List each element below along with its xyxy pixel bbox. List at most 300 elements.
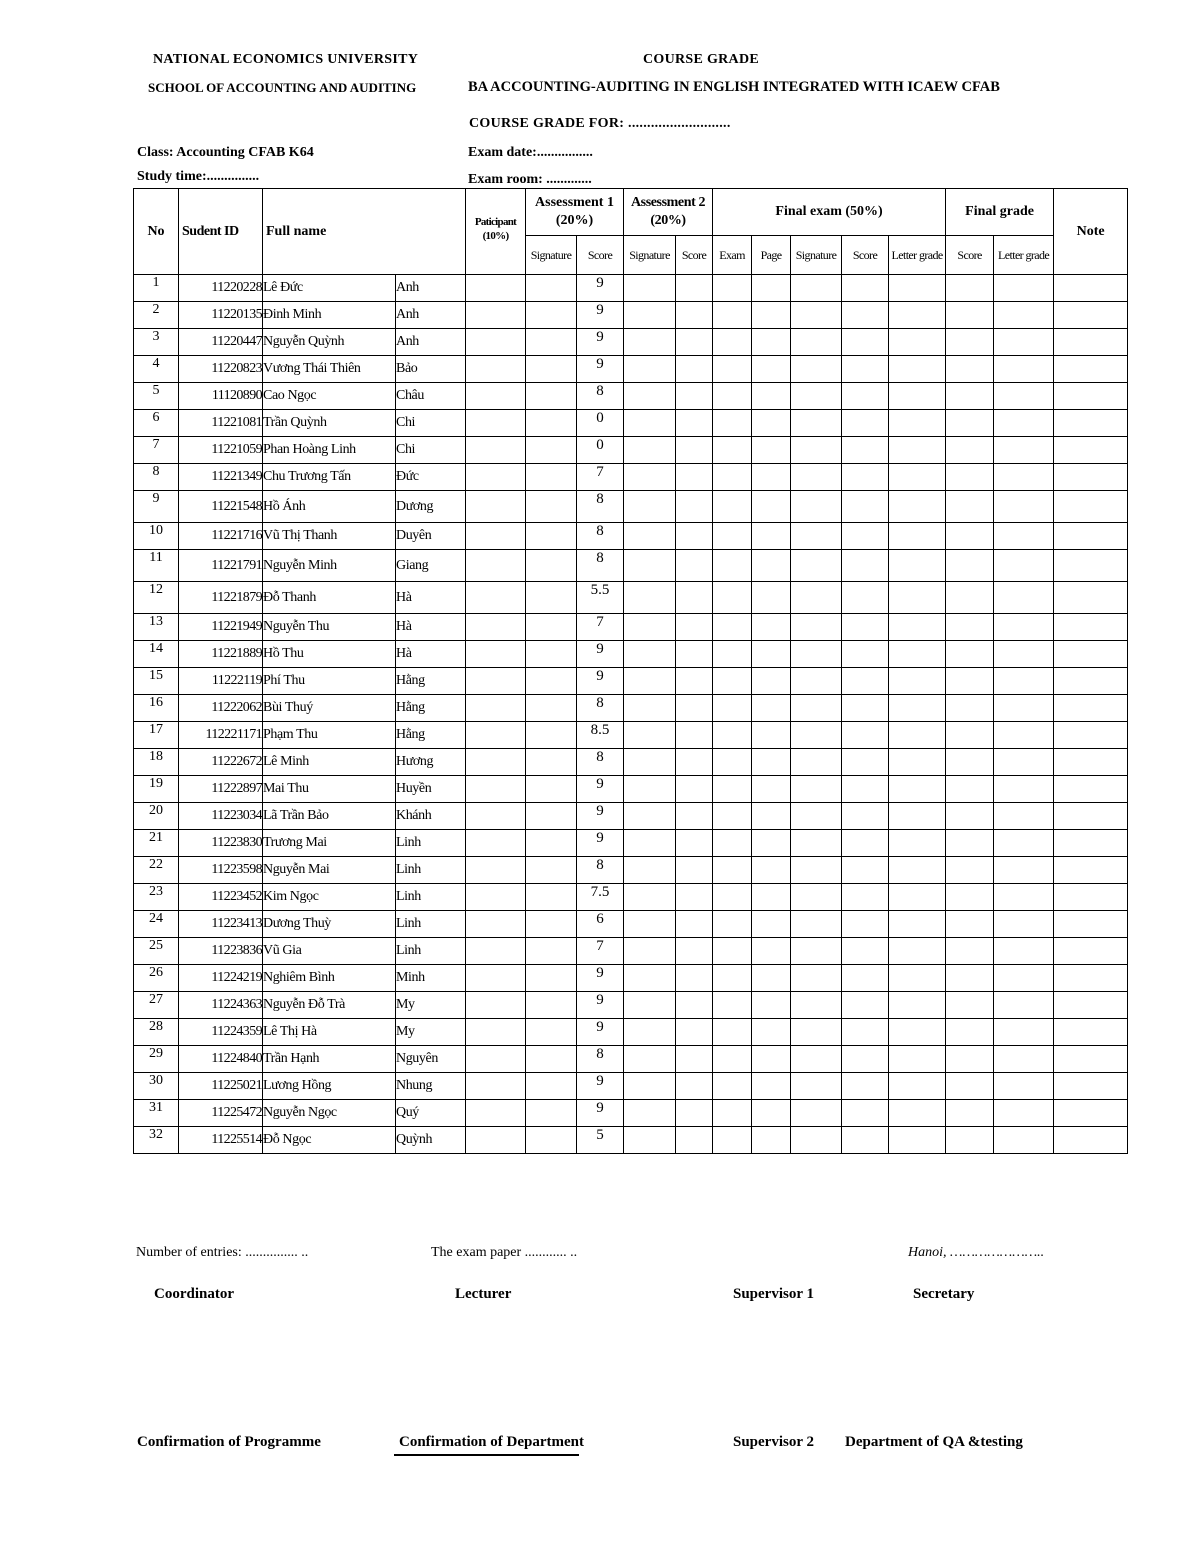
row-a2-signature <box>624 614 676 641</box>
row-a1-score: 9 <box>577 302 624 329</box>
row-given-name: Hương <box>396 749 466 776</box>
header-full-name: Full name <box>263 189 466 275</box>
header-final-exam: Final exam (50%) <box>713 189 946 236</box>
row-note <box>1054 1073 1128 1100</box>
row-grade-score <box>946 582 994 614</box>
row-family-name: Trương Mai <box>263 830 396 857</box>
header-student-id: Sudent ID <box>179 189 263 275</box>
row-final-signature <box>791 614 842 641</box>
row-student-id: 11224219 <box>179 965 263 992</box>
row-a2-signature <box>624 668 676 695</box>
row-final-exam <box>713 302 752 329</box>
row-final-score <box>842 749 889 776</box>
header-assessment2: Assessment 2 (20%) <box>624 189 713 236</box>
row-grade-letter <box>994 410 1054 437</box>
row-grade-letter <box>994 491 1054 523</box>
row-no: 22 <box>134 857 179 884</box>
row-final-page <box>752 749 791 776</box>
department-underline <box>394 1454 579 1456</box>
row-grade-letter <box>994 302 1054 329</box>
row-participant <box>466 437 526 464</box>
row-final-exam <box>713 857 752 884</box>
table-row <box>134 803 1128 830</box>
row-note <box>1054 614 1128 641</box>
row-note <box>1054 550 1128 582</box>
row-grade-letter <box>994 464 1054 491</box>
header-participant: Paticipant (10%) <box>466 189 526 275</box>
row-final-page <box>752 911 791 938</box>
number-of-entries: Number of entries: ............... .. <box>136 1245 309 1260</box>
row-grade-letter <box>994 1073 1054 1100</box>
supervisor2-label: Supervisor 2 <box>733 1434 814 1450</box>
row-note <box>1054 1046 1128 1073</box>
row-final-exam <box>713 523 752 550</box>
row-given-name: Chi <box>396 437 466 464</box>
row-note <box>1054 437 1128 464</box>
row-given-name: Hà <box>396 641 466 668</box>
row-final-exam <box>713 410 752 437</box>
row-a1-score: 7.5 <box>577 884 624 911</box>
row-a2-signature <box>624 992 676 1019</box>
row-note <box>1054 857 1128 884</box>
row-a2-signature <box>624 1073 676 1100</box>
row-a2-score <box>676 911 713 938</box>
row-student-id: 11221059 <box>179 437 263 464</box>
row-student-id: 11220823 <box>179 356 263 383</box>
table-row <box>134 329 1128 356</box>
row-participant <box>466 491 526 523</box>
row-family-name: Phan Hoàng Linh <box>263 437 396 464</box>
row-grade-score <box>946 992 994 1019</box>
row-final-letter <box>889 722 946 749</box>
row-a2-score <box>676 550 713 582</box>
row-family-name: Cao Ngọc <box>263 383 396 410</box>
row-a1-score: 9 <box>577 329 624 356</box>
row-final-page <box>752 437 791 464</box>
row-a2-signature <box>624 749 676 776</box>
row-final-page <box>752 275 791 302</box>
row-grade-letter <box>994 1046 1054 1073</box>
row-final-signature <box>791 695 842 722</box>
row-student-id: 11225472 <box>179 1100 263 1127</box>
row-family-name: Trần Quỳnh <box>263 410 396 437</box>
row-note <box>1054 383 1128 410</box>
row-family-name: Phạm Thu <box>263 722 396 749</box>
row-no: 15 <box>134 668 179 695</box>
exam-paper-count: The exam paper ............ .. <box>431 1245 578 1260</box>
row-grade-letter <box>994 329 1054 356</box>
row-no: 26 <box>134 965 179 992</box>
row-grade-score <box>946 491 994 523</box>
row-given-name: My <box>396 992 466 1019</box>
row-family-name: Bùi Thuý <box>263 695 396 722</box>
row-final-score <box>842 722 889 749</box>
row-final-page <box>752 614 791 641</box>
row-participant <box>466 641 526 668</box>
row-grade-score <box>946 830 994 857</box>
row-final-page <box>752 329 791 356</box>
row-grade-letter <box>994 356 1054 383</box>
row-no: 30 <box>134 1073 179 1100</box>
row-final-score <box>842 911 889 938</box>
row-a1-score: 0 <box>577 437 624 464</box>
row-grade-score <box>946 329 994 356</box>
row-final-score <box>842 275 889 302</box>
row-a2-signature <box>624 410 676 437</box>
row-given-name: Minh <box>396 965 466 992</box>
row-grade-score <box>946 911 994 938</box>
row-grade-score <box>946 1019 994 1046</box>
row-a2-score <box>676 491 713 523</box>
row-a1-score: 9 <box>577 992 624 1019</box>
row-a2-signature <box>624 1019 676 1046</box>
row-a1-signature <box>526 803 577 830</box>
row-family-name: Vương Thái Thiên <box>263 356 396 383</box>
row-grade-score <box>946 1073 994 1100</box>
row-no: 18 <box>134 749 179 776</box>
row-a1-score: 7 <box>577 464 624 491</box>
row-a2-signature <box>624 938 676 965</box>
row-student-id: 11223830 <box>179 830 263 857</box>
row-a1-signature <box>526 776 577 803</box>
row-final-letter <box>889 938 946 965</box>
row-final-exam <box>713 437 752 464</box>
row-final-exam <box>713 356 752 383</box>
row-final-signature <box>791 641 842 668</box>
row-given-name: Linh <box>396 884 466 911</box>
row-student-id: 11221889 <box>179 641 263 668</box>
row-participant <box>466 695 526 722</box>
row-grade-letter <box>994 722 1054 749</box>
row-final-signature <box>791 992 842 1019</box>
row-note <box>1054 911 1128 938</box>
row-a2-score <box>676 1073 713 1100</box>
row-a1-signature <box>526 410 577 437</box>
row-participant <box>466 992 526 1019</box>
table-row <box>134 523 1128 550</box>
row-a1-score: 9 <box>577 1100 624 1127</box>
row-grade-letter <box>994 383 1054 410</box>
row-final-letter <box>889 695 946 722</box>
row-given-name: Linh <box>396 857 466 884</box>
row-a2-score <box>676 410 713 437</box>
row-final-score <box>842 965 889 992</box>
exam-date: Exam date:................ <box>468 145 593 160</box>
row-final-letter <box>889 1100 946 1127</box>
row-final-signature <box>791 1127 842 1154</box>
row-student-id: 11220135 <box>179 302 263 329</box>
row-final-page <box>752 410 791 437</box>
row-a2-signature <box>624 641 676 668</box>
row-final-exam <box>713 1046 752 1073</box>
row-given-name: Đức <box>396 464 466 491</box>
row-family-name: Đỗ Thanh <box>263 582 396 614</box>
row-participant <box>466 614 526 641</box>
row-a1-signature <box>526 1127 577 1154</box>
row-note <box>1054 1127 1128 1154</box>
row-student-id: 11221548 <box>179 491 263 523</box>
row-final-signature <box>791 830 842 857</box>
row-final-exam <box>713 641 752 668</box>
row-note <box>1054 1100 1128 1127</box>
row-a1-signature <box>526 668 577 695</box>
row-given-name: Linh <box>396 938 466 965</box>
row-final-exam <box>713 965 752 992</box>
subheader-a2-score: Score <box>676 236 713 275</box>
row-participant <box>466 329 526 356</box>
row-note <box>1054 464 1128 491</box>
row-participant <box>466 776 526 803</box>
row-grade-letter <box>994 275 1054 302</box>
row-a2-score <box>676 695 713 722</box>
row-a2-signature <box>624 550 676 582</box>
row-final-exam <box>713 582 752 614</box>
row-family-name: Lê Minh <box>263 749 396 776</box>
row-final-score <box>842 992 889 1019</box>
row-family-name: Phí Thu <box>263 668 396 695</box>
row-final-exam <box>713 749 752 776</box>
row-a1-signature <box>526 722 577 749</box>
row-no: 28 <box>134 1019 179 1046</box>
row-final-page <box>752 1073 791 1100</box>
row-no: 13 <box>134 614 179 641</box>
row-grade-letter <box>994 857 1054 884</box>
row-no: 1 <box>134 275 179 302</box>
row-participant <box>466 1019 526 1046</box>
row-family-name: Hồ Thu <box>263 641 396 668</box>
row-no: 23 <box>134 884 179 911</box>
row-final-score <box>842 1046 889 1073</box>
row-final-letter <box>889 614 946 641</box>
row-no: 17 <box>134 722 179 749</box>
row-participant <box>466 523 526 550</box>
row-a1-signature <box>526 641 577 668</box>
row-final-signature <box>791 938 842 965</box>
row-no: 24 <box>134 911 179 938</box>
subheader-a1-score: Score <box>577 236 624 275</box>
row-final-exam <box>713 695 752 722</box>
row-no: 5 <box>134 383 179 410</box>
row-a1-score: 8 <box>577 749 624 776</box>
row-grade-letter <box>994 749 1054 776</box>
row-final-letter <box>889 776 946 803</box>
table-row <box>134 1127 1128 1154</box>
row-no: 14 <box>134 641 179 668</box>
grade-table <box>133 188 1128 1154</box>
row-final-score <box>842 437 889 464</box>
row-family-name: Nguyễn Minh <box>263 550 396 582</box>
subheader-grade-score: Score <box>946 236 994 275</box>
row-final-page <box>752 992 791 1019</box>
row-grade-score <box>946 803 994 830</box>
row-final-score <box>842 410 889 437</box>
row-student-id: 11223034 <box>179 803 263 830</box>
row-final-score <box>842 803 889 830</box>
row-final-page <box>752 550 791 582</box>
row-grade-score <box>946 1100 994 1127</box>
row-final-exam <box>713 803 752 830</box>
row-note <box>1054 884 1128 911</box>
row-given-name: Huyền <box>396 776 466 803</box>
row-final-letter <box>889 1019 946 1046</box>
row-final-letter <box>889 857 946 884</box>
row-final-page <box>752 803 791 830</box>
row-a2-signature <box>624 383 676 410</box>
row-no: 32 <box>134 1127 179 1154</box>
row-final-exam <box>713 614 752 641</box>
table-row <box>134 641 1128 668</box>
row-no: 29 <box>134 1046 179 1073</box>
row-grade-score <box>946 884 994 911</box>
row-grade-score <box>946 965 994 992</box>
row-grade-score <box>946 695 994 722</box>
row-a1-signature <box>526 302 577 329</box>
row-student-id: 11225021 <box>179 1073 263 1100</box>
row-family-name: Lương Hồng <box>263 1073 396 1100</box>
row-final-score <box>842 695 889 722</box>
row-a2-signature <box>624 776 676 803</box>
row-a2-score <box>676 776 713 803</box>
row-no: 25 <box>134 938 179 965</box>
row-final-letter <box>889 911 946 938</box>
table-row <box>134 857 1128 884</box>
row-final-page <box>752 695 791 722</box>
row-family-name: Vũ Thị Thanh <box>263 523 396 550</box>
row-note <box>1054 803 1128 830</box>
row-final-page <box>752 857 791 884</box>
row-a1-signature <box>526 523 577 550</box>
row-grade-score <box>946 550 994 582</box>
row-given-name: Giang <box>396 550 466 582</box>
row-note <box>1054 356 1128 383</box>
row-grade-score <box>946 668 994 695</box>
row-grade-score <box>946 437 994 464</box>
row-grade-letter <box>994 992 1054 1019</box>
row-no: 19 <box>134 776 179 803</box>
row-participant <box>466 1046 526 1073</box>
row-participant <box>466 1073 526 1100</box>
row-final-signature <box>791 722 842 749</box>
row-final-signature <box>791 410 842 437</box>
row-a1-score: 7 <box>577 614 624 641</box>
table-row <box>134 830 1128 857</box>
row-a2-score <box>676 1046 713 1073</box>
row-final-letter <box>889 383 946 410</box>
row-participant <box>466 1100 526 1127</box>
row-final-letter <box>889 884 946 911</box>
header-assessment1: Assessment 1 (20%) <box>526 189 624 236</box>
row-family-name: Đinh Minh <box>263 302 396 329</box>
row-given-name: Dương <box>396 491 466 523</box>
row-note <box>1054 830 1128 857</box>
row-a2-score <box>676 614 713 641</box>
row-participant <box>466 668 526 695</box>
row-a1-score: 8 <box>577 491 624 523</box>
row-participant <box>466 1127 526 1154</box>
row-no: 11 <box>134 550 179 582</box>
row-a2-signature <box>624 523 676 550</box>
row-final-score <box>842 884 889 911</box>
row-final-signature <box>791 275 842 302</box>
row-final-signature <box>791 911 842 938</box>
row-a2-signature <box>624 1100 676 1127</box>
row-given-name: Hà <box>396 582 466 614</box>
row-a2-signature <box>624 275 676 302</box>
row-participant <box>466 550 526 582</box>
row-a1-score: 5.5 <box>577 582 624 614</box>
row-final-page <box>752 668 791 695</box>
row-final-score <box>842 582 889 614</box>
row-final-letter <box>889 803 946 830</box>
row-a2-signature <box>624 329 676 356</box>
row-family-name: Nguyễn Thu <box>263 614 396 641</box>
row-final-signature <box>791 884 842 911</box>
row-a1-score: 8.5 <box>577 722 624 749</box>
row-student-id: 11220228 <box>179 275 263 302</box>
row-a2-score <box>676 1100 713 1127</box>
row-a2-score <box>676 437 713 464</box>
row-final-exam <box>713 938 752 965</box>
row-given-name: My <box>396 1019 466 1046</box>
row-final-signature <box>791 550 842 582</box>
row-a2-signature <box>624 302 676 329</box>
row-final-letter <box>889 437 946 464</box>
row-final-letter <box>889 1073 946 1100</box>
row-final-signature <box>791 582 842 614</box>
row-final-letter <box>889 1046 946 1073</box>
row-participant <box>466 938 526 965</box>
row-final-letter <box>889 302 946 329</box>
row-participant <box>466 857 526 884</box>
row-final-exam <box>713 830 752 857</box>
row-final-letter <box>889 965 946 992</box>
row-a2-score <box>676 668 713 695</box>
row-grade-score <box>946 749 994 776</box>
row-a1-signature <box>526 491 577 523</box>
row-grade-letter <box>994 1127 1054 1154</box>
row-grade-letter <box>994 884 1054 911</box>
row-final-page <box>752 641 791 668</box>
row-note <box>1054 992 1128 1019</box>
study-time: Study time:............... <box>137 169 260 184</box>
row-final-exam <box>713 884 752 911</box>
class-label: Class: Accounting CFAB K64 <box>137 145 314 160</box>
row-final-score <box>842 614 889 641</box>
row-final-page <box>752 356 791 383</box>
row-family-name: Lã Trần Bảo <box>263 803 396 830</box>
row-a1-signature <box>526 1100 577 1127</box>
table-row <box>134 614 1128 641</box>
row-grade-letter <box>994 614 1054 641</box>
row-a1-score: 9 <box>577 275 624 302</box>
row-a1-score: 9 <box>577 776 624 803</box>
row-final-score <box>842 1127 889 1154</box>
row-student-id: 11221879 <box>179 582 263 614</box>
table-row <box>134 911 1128 938</box>
row-grade-letter <box>994 830 1054 857</box>
row-student-id: 11120890 <box>179 383 263 410</box>
school-name: SCHOOL OF ACCOUNTING AND AUDITING <box>148 80 417 95</box>
row-a1-score: 9 <box>577 641 624 668</box>
row-final-letter <box>889 992 946 1019</box>
row-given-name: Duyên <box>396 523 466 550</box>
table-row <box>134 965 1128 992</box>
row-final-score <box>842 1100 889 1127</box>
row-a2-signature <box>624 356 676 383</box>
row-grade-score <box>946 938 994 965</box>
row-participant <box>466 410 526 437</box>
row-participant <box>466 275 526 302</box>
